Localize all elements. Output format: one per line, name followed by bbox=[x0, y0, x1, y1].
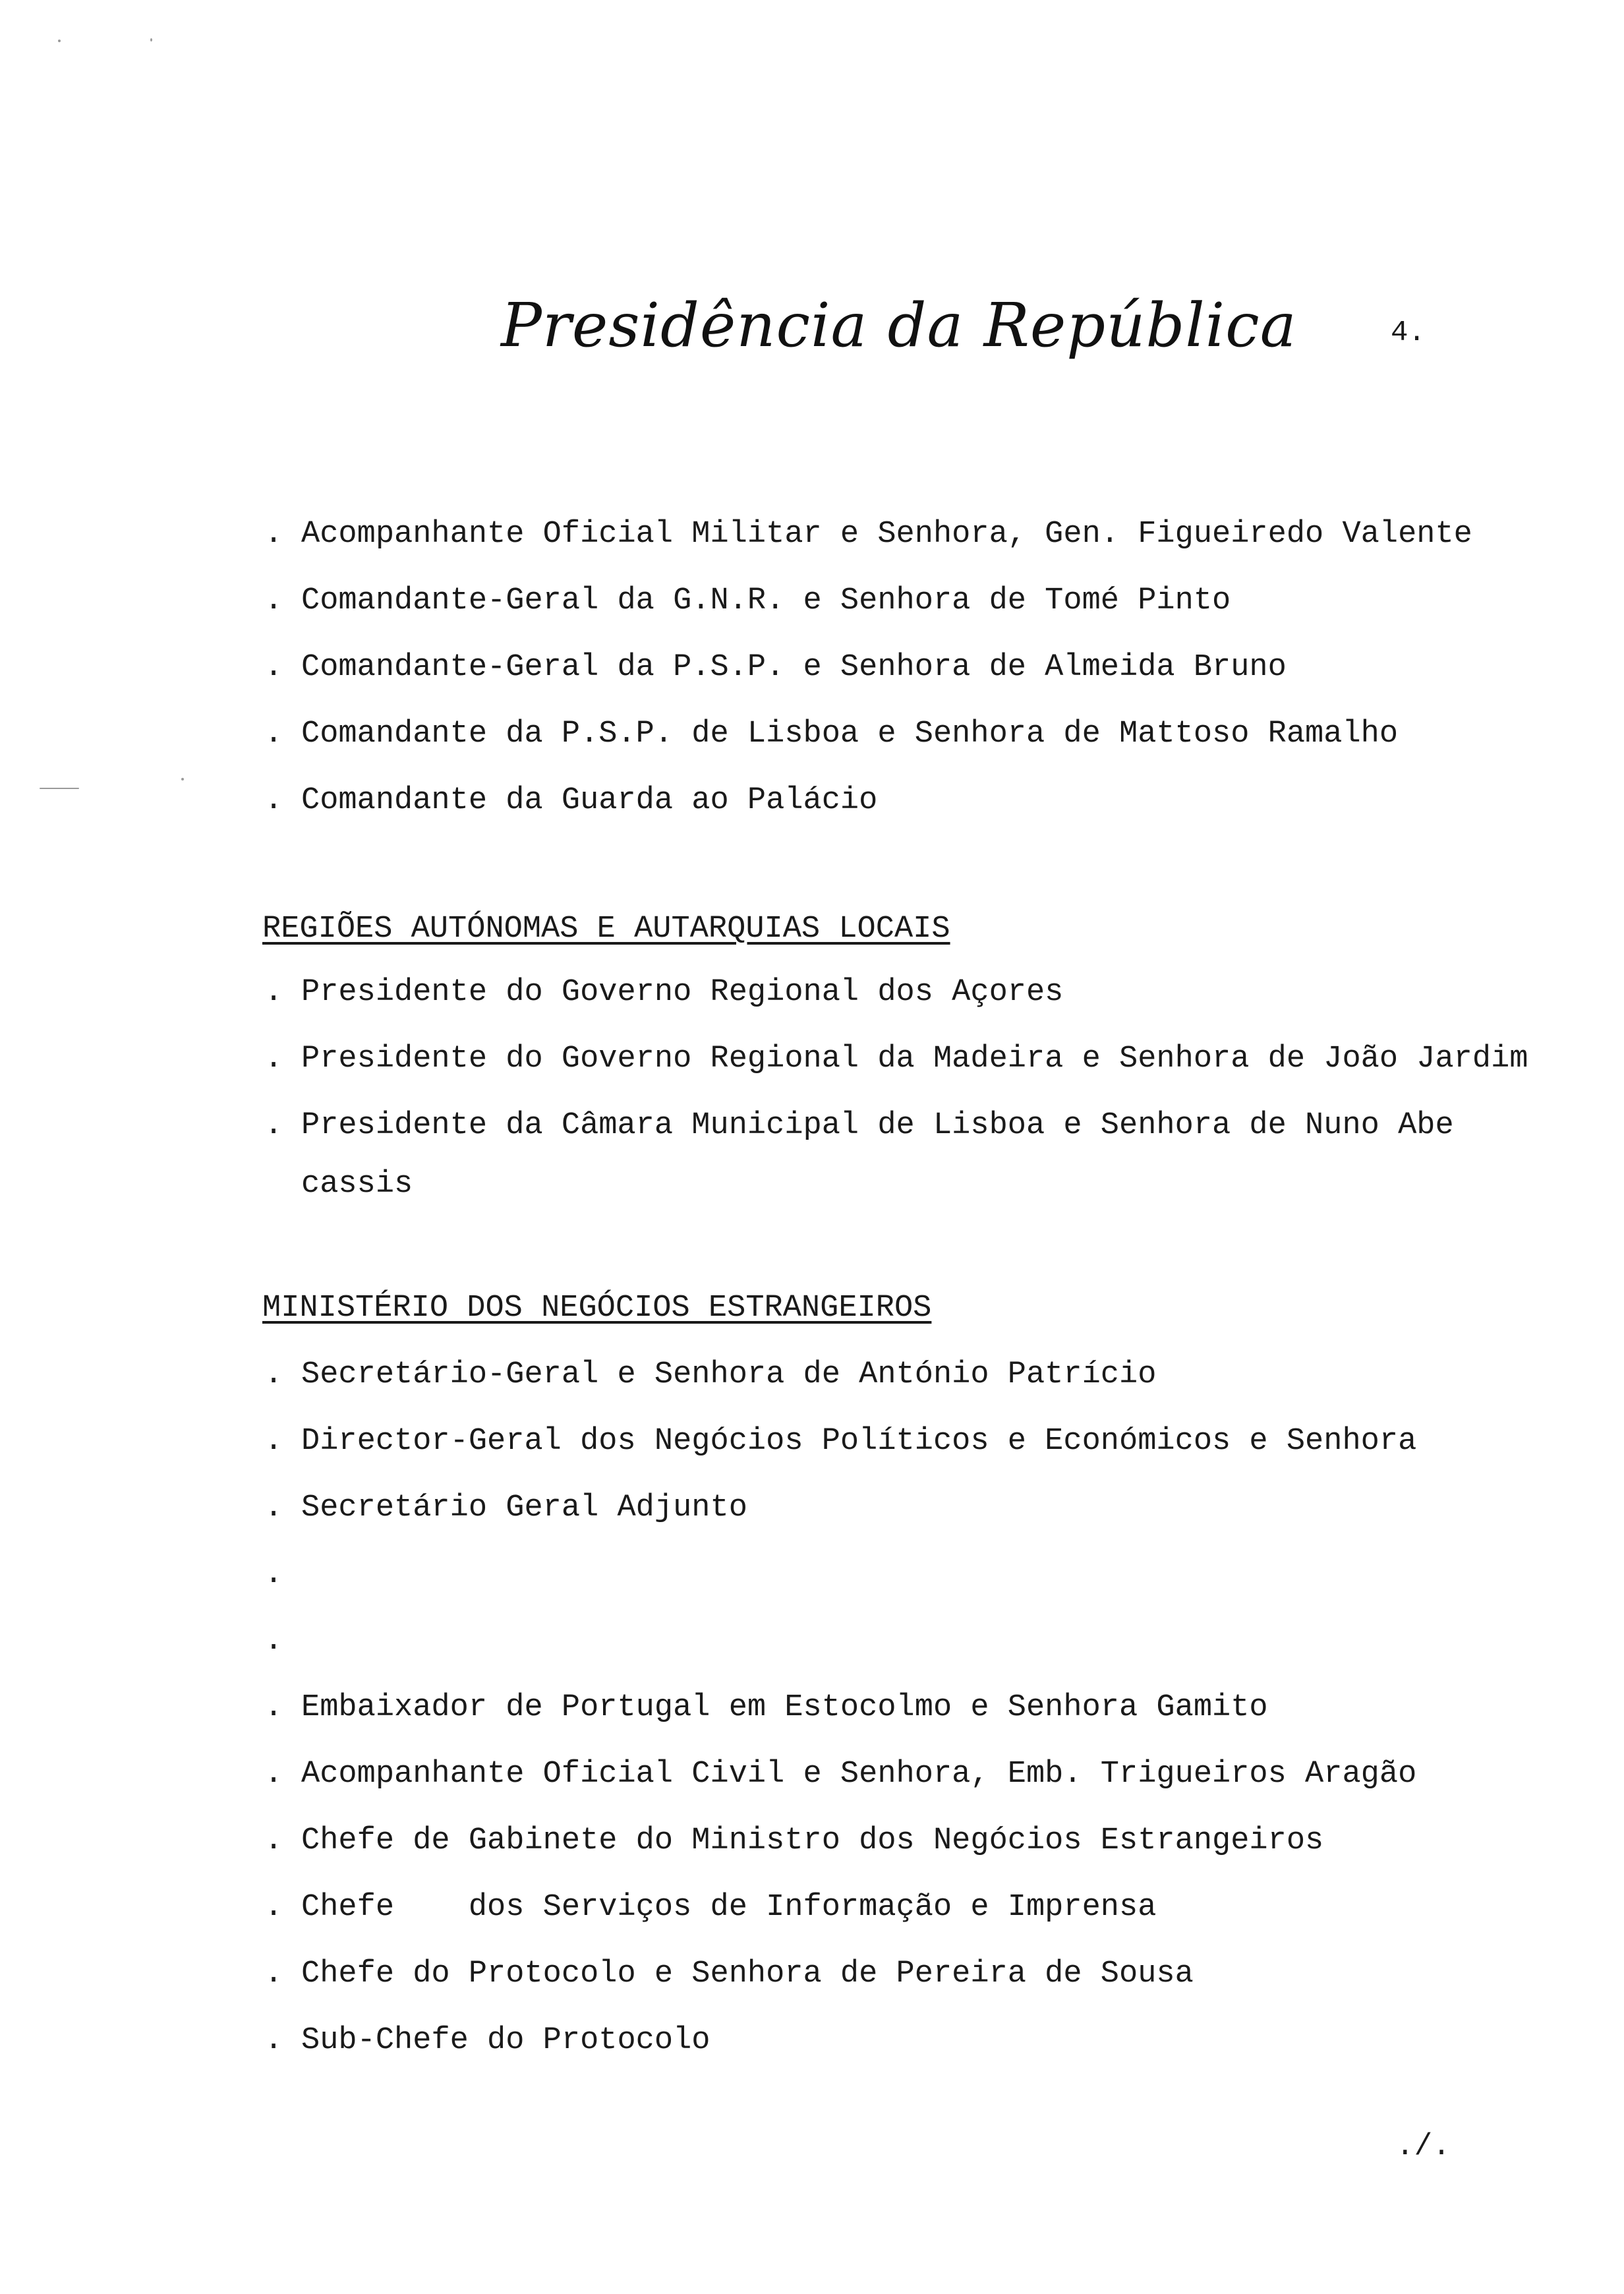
section-heading-regions: REGIÕES AUTÓNOMAS E AUTARQUIAS LOCAIS bbox=[262, 912, 950, 947]
list-item: . Comandante-Geral da G.N.R. e Senhora de Tomé Pinto bbox=[260, 568, 1611, 634]
list-item: . Acompanhante Oficial Civil e Senhora, Emb. Trigueiros Aragão bbox=[260, 1741, 1611, 1808]
scan-speck bbox=[58, 40, 61, 42]
regions-list bbox=[260, 959, 1611, 1210]
scan-speck bbox=[40, 788, 79, 789]
page-header bbox=[0, 0, 1624, 461]
section-heading-foreign-affairs: MINISTÉRIO DOS NEGÓCIOS ESTRANGEIROS bbox=[262, 1291, 932, 1326]
list-item: . Comandante da P.S.P. de Lisboa e Senhora de Mattoso Ramalho bbox=[260, 701, 1611, 767]
list-item: . Presidente do Governo Regional dos Açores bbox=[260, 959, 1611, 1026]
list-item: . Sub-Chefe do Protocolo bbox=[260, 2007, 1611, 2074]
scan-speck bbox=[150, 38, 152, 42]
military-list bbox=[260, 501, 1611, 834]
list-item: . Comandante da Guarda ao Palácio bbox=[260, 767, 1611, 834]
list-item: . Chefe de Gabinete do Ministro dos Negócios Estrangeiros bbox=[260, 1808, 1611, 1874]
list-item: . Secretário-Geral e Senhora de António Patrício bbox=[260, 1341, 1611, 1408]
list-item-blank bbox=[260, 1608, 1611, 1674]
list-item: . Acompanhante Oficial Militar e Senhora, Gen. Figueiredo Valente bbox=[260, 501, 1611, 568]
list-item: . Chefe dos Serviços de Informação e Imprensa bbox=[260, 1874, 1611, 1941]
list-item: . Presidente do Governo Regional da Madeira e Senhora de João Jardim bbox=[260, 1026, 1611, 1092]
list-item: . Comandante-Geral da P.S.P. e Senhora de Almeida Bruno bbox=[260, 634, 1611, 701]
continuation-mark: ./. bbox=[1396, 2129, 1451, 2163]
list-item: . Secretário Geral Adjunto bbox=[260, 1475, 1611, 1541]
list-item: . Embaixador de Portugal em Estocolmo e Senhora Gamito bbox=[260, 1674, 1611, 1741]
foreign-affairs-list bbox=[260, 1341, 1611, 2074]
list-item-blank bbox=[260, 1541, 1611, 1608]
scan-speck bbox=[181, 778, 184, 780]
list-item: . Chefe do Protocolo e Senhora de Pereira de Sousa bbox=[260, 1941, 1611, 2007]
letterhead: Presidência da República bbox=[501, 290, 1297, 361]
list-item: . Director-Geral dos Negócios Políticos e Económicos e Senhora bbox=[260, 1408, 1611, 1475]
list-item-multiline bbox=[260, 1092, 1611, 1210]
list-item-line: . Presidente da Câmara Municipal de Lisboa e Senhora de Nuno Abe bbox=[301, 1108, 1454, 1143]
list-item-line: cassis bbox=[301, 1167, 413, 1202]
page-number: 4. bbox=[1391, 316, 1426, 349]
